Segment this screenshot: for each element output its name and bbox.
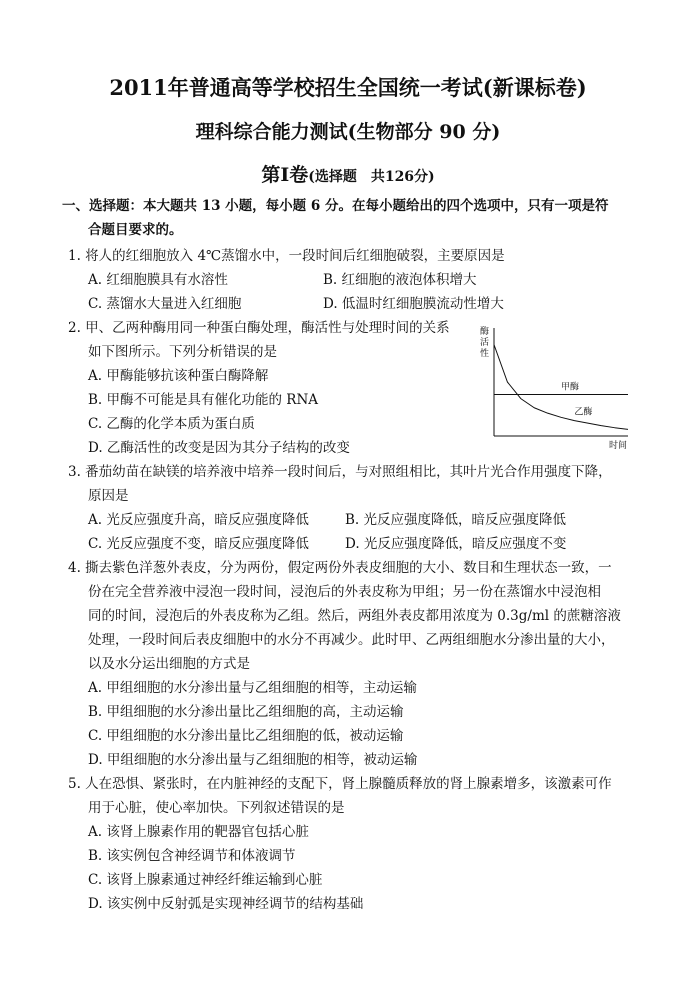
q5-stem-line1: 5. 人在恐惧、紧张时，在内脏神经的支配下，肾上腺髓质释放的肾上腺素增多，该激素可作 [68, 776, 612, 792]
q4-stem-line4: 处理，一段时间后表皮细胞中的水分不再减少。此时甲、乙两组细胞水分渗出量的大小， [88, 632, 615, 648]
q4-stem-line1: 4. 撕去紫色洋葱外表皮，分为两份，假定两份外表皮细胞的大小、数目和生理状态一致，一 [68, 560, 612, 576]
q4-option-c: C. 甲组细胞的水分渗出量比乙组细胞的低，被动运输 [88, 728, 404, 744]
q3-option-d: D. 光反应强度降低，暗反应强度不变 [345, 536, 567, 552]
q2-option-d: D. 乙酶活性的改变是因为其分子结构的改变 [88, 440, 350, 456]
part-note: (选择题 共126分) [308, 169, 435, 185]
q3-stem-line2: 原因是 [88, 488, 129, 504]
q3-stem-line1: 3. 番茄幼苗在缺镁的培养液中培养一段时间后，与对照组相比，其叶片光合作用强度下降， [68, 464, 612, 480]
q2-option-a: A. 甲酶能够抗该种蛋白酶降解 [88, 368, 269, 384]
y-axis-label: 酶活性 [480, 327, 490, 359]
q5-option-c: C. 该肾上腺素通过神经纤维运输到心脏 [88, 872, 323, 888]
exam-subtitle: 理科综合能力测试(生物部分 90 分) [195, 121, 501, 143]
q4-option-a: A. 甲组细胞的水分渗出量与乙组细胞的相等，主动运输 [88, 680, 417, 696]
series-label-yi: 乙酶 [574, 407, 593, 418]
enzyme-activity-chart [478, 320, 633, 452]
q4-stem-line2: 份在完全营养液中浸泡一段时间，浸泡后的外表皮称为甲组；另一份在蒸馏水中浸泡相 [88, 584, 601, 600]
part-title: 第Ⅰ卷 [261, 164, 309, 186]
q1-option-c: C. 蒸馏水大量进入红细胞 [88, 296, 242, 312]
q3-option-a: A. 光反应强度升高，暗反应强度降低 [88, 512, 309, 528]
q4-option-d: D. 甲组细胞的水分渗出量与乙组细胞的相等，被动运输 [88, 752, 418, 768]
part-heading [0, 160, 696, 187]
series-label-jia: 甲酶 [561, 382, 580, 393]
q1-stem: 1. 将人的红细胞放入 4℃蒸馏水中，一段时间后红细胞破裂，主要原因是 [68, 248, 505, 264]
exam-title: 2011年普通高等学校招生全国统一考试(新课标卷) [109, 75, 587, 100]
section-instruction-line1: 一、选择题：本大题共 13 小题，每小题 6 分。在每小题给出的四个选项中，只有一项是符 [62, 198, 609, 214]
q5-option-b: B. 该实例包含神经调节和体液调节 [88, 848, 296, 864]
q4-stem-line5: 以及水分运出细胞的方式是 [88, 656, 250, 672]
q2-option-b: B. 甲酶不可能是具有催化功能的 RNA [88, 392, 319, 408]
q4-stem-line3: 同的时间，浸泡后的外表皮称为乙组。然后，两组外表皮都用浓度为 0.3g/ml 的蔗糖溶液 [88, 608, 621, 624]
q1-option-b: B. 红细胞的液泡体积增大 [323, 272, 477, 288]
q5-option-a: A. 该肾上腺素作用的靶器官包括心脏 [88, 824, 309, 840]
q1-option-d: D. 低温时红细胞膜流动性增大 [323, 296, 504, 312]
q3-option-c: C. 光反应强度不变，暗反应强度降低 [88, 536, 309, 552]
q2-option-c: C. 乙酶的化学本质为蛋白质 [88, 416, 255, 432]
q5-stem-line2: 用于心脏，使心率加快。下列叙述错误的是 [88, 800, 345, 816]
section-instruction-line2: 合题目要求的。 [88, 222, 183, 238]
q3-option-b: B. 光反应强度降低，暗反应强度降低 [345, 512, 567, 528]
q5-option-d: D. 该实例中反射弧是实现神经调节的结构基础 [88, 896, 364, 912]
x-axis-label: 时间 [609, 441, 628, 451]
q4-option-b: B. 甲组细胞的水分渗出量比乙组细胞的高，主动运输 [88, 704, 404, 720]
q2-stem-line2: 如下图所示。下列分析错误的是 [88, 344, 277, 360]
q1-option-a: A. 红细胞膜具有水溶性 [88, 272, 228, 288]
q2-stem-line1: 2. 甲、乙两种酶用同一种蛋白酶处理，酶活性与处理时间的关系 [68, 320, 450, 336]
